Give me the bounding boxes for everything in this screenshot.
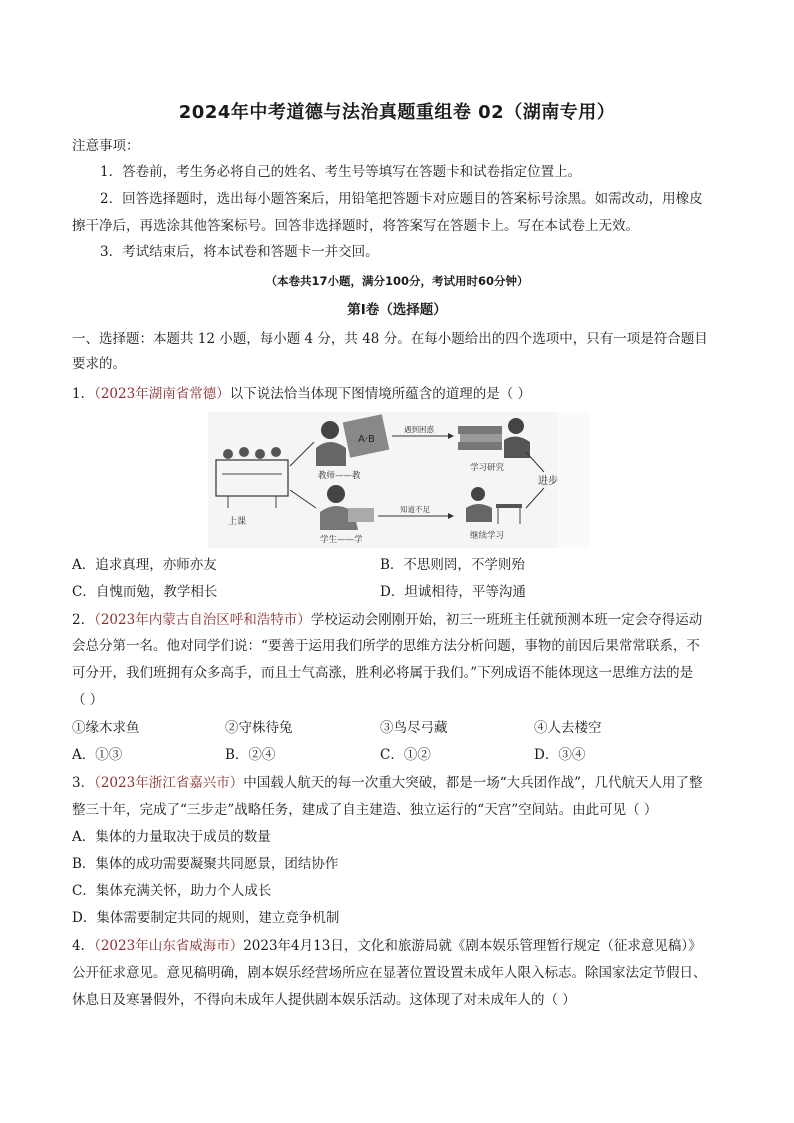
q3-option-b: B．集体的成功需要凝聚共同愿景，团结协作 [72, 856, 339, 872]
question-2-stem-2: 会总分第一名。他对同学们说：“要善于运用我们所学的思维方法分析问题，事物的前因后果常常联系，不 [72, 638, 700, 654]
question-text: 学校运动会刚刚开始，初三一班班主任就预测本班一定会夺得运动 [310, 612, 703, 628]
question-text: 以下说法恰当体现下图情境所蕴含的道理的是（ ） [229, 386, 531, 402]
question-2-stem-3: 可分开，我们班拥有众多高手，而且士气高涨，胜利必将属于我们。”下列成语不能体现这一思维方法的是 [72, 665, 694, 681]
notice-item-2: 2．回答选择题时，选出每小题答案后，用铅笔把答题卡对应题目的答案标号涂黑。如需改动，用橡皮 [100, 191, 703, 207]
svg-text:A·B: A·B [358, 434, 375, 445]
q2-option-d: D．③④ [534, 747, 586, 763]
question-2-stem [72, 610, 732, 630]
q2-item-3: ③鸟尽弓藏 [380, 720, 448, 736]
notice-heading: 注意事项： [72, 138, 140, 154]
section-intro-2: 要求的。 [72, 356, 126, 372]
teaching-diagram [208, 412, 590, 548]
q3-option-c: C．集体充满关怀，助力个人成长 [72, 883, 272, 899]
q3-option-d: D．集体需要制定共同的规则，建立竞争机制 [72, 910, 340, 926]
question-1-stem [72, 384, 732, 404]
question-source: （2023年浙江省嘉兴市） [94, 775, 244, 791]
question-4-stem [72, 936, 732, 956]
label-class: 上课 [228, 517, 247, 527]
notice-item-1: 1．答卷前，考生务必将自己的姓名、考生号等填写在答题卡和试卷指定位置上。 [100, 164, 582, 180]
question-number: 1． [72, 386, 95, 402]
question-3-stem-2: 整三十年，完成了“三步走”战略任务，建成了自主建造、独立运行的“天宫”空间站。由此可见（ ） [72, 802, 658, 818]
label-student: 学生——学 [320, 535, 363, 545]
label-insufficient: 知道不足 [400, 505, 430, 514]
label-teacher: 教师——教 [318, 471, 361, 481]
q1-option-d: D．坦诚相待，平等沟通 [380, 584, 526, 600]
q2-item-1: ①缘木求鱼 [72, 720, 140, 736]
q1-option-a: A．追求真理，亦师亦友 [72, 557, 217, 573]
question-text: 2023年4月13日，文化和旅游局就《剧本娱乐管理暂行规定（征求意见稿）》 [243, 938, 702, 954]
question-text: 中国载人航天的每一次重大突破，都是一场“大兵团作战”，几代航天人用了整 [243, 775, 703, 791]
notice-item-3: 3．考试结束后，将本试卷和答题卡一并交回。 [100, 244, 379, 260]
label-progress: 进步 [538, 476, 558, 487]
label-continue: 继续学习 [470, 531, 505, 541]
question-number: 2． [72, 612, 95, 628]
notice-item-2-cont: 擦干净后，再选涂其他答案标号。回答非选择题时，将答案写在答题卡上。写在本试卷上无效。 [72, 218, 639, 234]
section-intro-1: 一、选择题：本题共 12 小题，每小题 4 分，共 48 分。在每小题给出的四个选项中，只有一项是符合题目 [72, 331, 708, 347]
exam-summary: （本卷共17小题，满分100分，考试用时60分钟） [265, 274, 529, 288]
q2-item-4: ④人去楼空 [534, 720, 602, 736]
question-4-stem-3: 休息日及寒暑假外，不得向未成年人提供剧本娱乐活动。这体现了对未成年人的（ ） [72, 992, 576, 1008]
q1-option-b: B．不思则罔，不学则殆 [380, 557, 525, 573]
question-source: （2023年山东省威海市） [94, 938, 244, 954]
q3-option-a: A．集体的力量取决于成员的数量 [72, 829, 271, 845]
question-3-stem [72, 773, 732, 793]
label-difficulty: 遇到困惑 [404, 425, 434, 434]
question-4-stem-2: 公开征求意见。意见稿明确，剧本娱乐经营场所应在显著位置设置未成年人限入标志。除国家法定节假日、 [72, 965, 707, 981]
q1-option-c: C．自愧而勉，教学相长 [72, 584, 218, 600]
label-research: 学习研究 [470, 463, 505, 473]
question-source: （2023年湖南省常德） [94, 386, 230, 402]
question-2-stem-4: （ ） [72, 692, 104, 708]
section-title: 第Ⅰ卷（选择题） [347, 302, 447, 318]
question-number: 4． [72, 938, 95, 954]
q2-option-a: A．①③ [72, 747, 123, 763]
question-number: 3． [72, 775, 95, 791]
q2-option-b: B．②④ [225, 747, 276, 763]
question-source: （2023年内蒙古自治区呼和浩特市） [94, 612, 311, 628]
q2-item-2: ②守株待兔 [225, 720, 293, 736]
q2-option-c: C．①② [380, 747, 431, 763]
page-title: 2024年中考道德与法治真题重组卷 02（湖南专用） [178, 102, 616, 123]
